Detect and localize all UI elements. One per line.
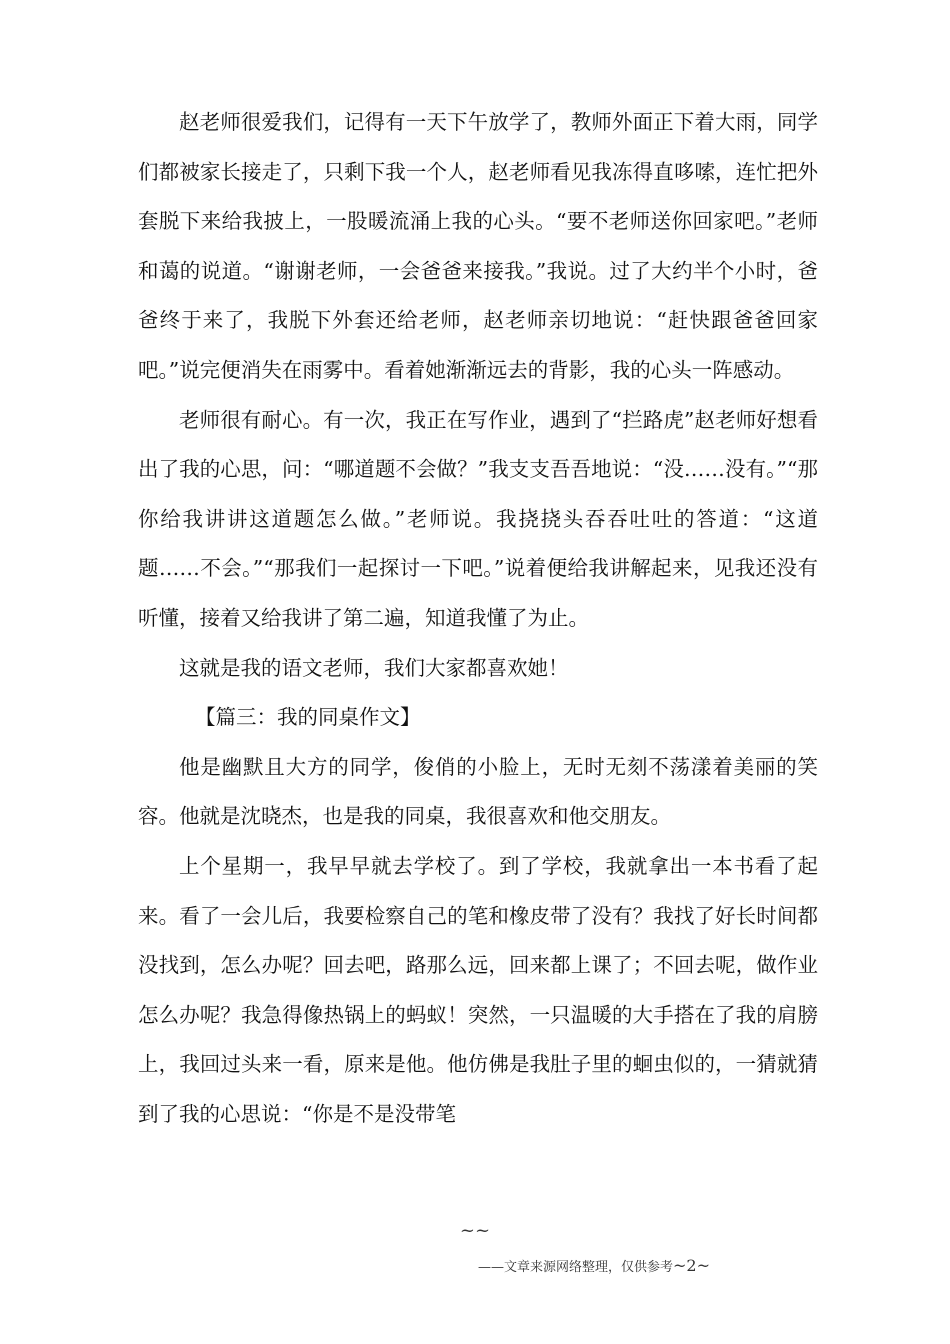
article-body xyxy=(138,98,818,1139)
paragraph-3: 这就是我的语文老师，我们大家都喜欢她！ xyxy=(179,655,569,680)
footer-source-text: ——文章来源网络整理，仅供参考 xyxy=(478,1260,674,1275)
paragraph-2: 老师很有耐心。有一次，我正在写作业，遇到了“拦路虎”赵老师好想看出了我的心思，问：“哪道题不会做？”我支支吾吾地说：“没……没有。”“那你给我讲讲这道题怎么做。”老师说。我挠挠头吞吞吐吐的答道：“这道题……不会。”“那我们一起探讨一下吧。”说着便给我讲解起来，见我还没有听懂，接着又给我讲了第二遍，知道我懂了为止。 xyxy=(138,407,818,630)
section-heading: 【篇三：我的同桌作文】 xyxy=(195,705,421,730)
footer-note xyxy=(478,1256,710,1275)
page-number: ~2~ xyxy=(673,1256,711,1275)
paragraph-1: 赵老师很爱我们，记得有一天下午放学了，教师外面正下着大雨，同学们都被家长接走了，只剩下我一个人，赵老师看见我冻得直哆嗦，连忙把外套脱下来给我披上，一股暖流涌上我的心头。“要不老师送你回家吧。”老师和蔼的说道。“谢谢老师，一会爸爸来接我。”我说。过了大约半个小时，爸爸终于来了，我脱下外套还给老师，赵老师亲切地说：“赶快跟爸爸回家吧。”说完便消失在雨雾中。看着她渐渐远去的背影，我的心头一阵感动。 xyxy=(138,110,818,382)
paragraph-4: 他是幽默且大方的同学，俊俏的小脸上，无时无刻不荡漾着美丽的笑容。他就是沈晓杰，也是我的同桌，我很喜欢和他交朋友。 xyxy=(138,754,818,829)
paragraph-5: 上个星期一，我早早就去学校了。到了学校，我就拿出一本书看了起来。看了一会儿后，我要检察自己的笔和橡皮带了没有？我找了好长时间都没找到，怎么办呢？回去吧，路那么远，回来都上课了；不回去呢，做作业怎么办呢？我急得像热锅上的蚂蚁！突然，一只温暖的大手搭在了我的肩膀上，我回过头来一看，原来是他。他仿佛是我肚子里的蛔虫似的，一猜就猜到了我的心思说：“你是不是没带笔 xyxy=(138,853,818,1126)
footer-mark: ~~ xyxy=(459,1220,491,1241)
